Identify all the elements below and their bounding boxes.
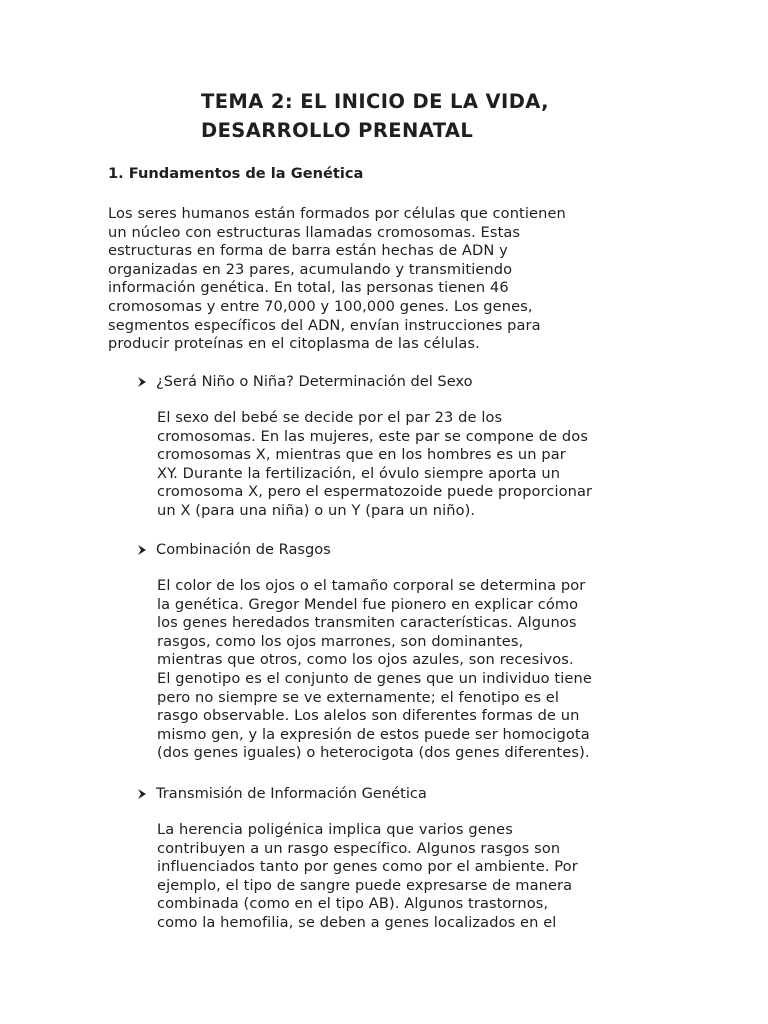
title-line-1: TEMA 2: EL INICIO DE LA VIDA,: [201, 90, 549, 113]
arrow-bullet-icon: [135, 375, 149, 389]
bullet-heading: Transmisión de Información Genética: [156, 785, 427, 802]
bullet-item-trait-combination: [135, 540, 331, 560]
bullet-paragraph: El sexo del bebé se decide por el par 23 de los cromosomas. En las mujeres, este par se compone de dos cromosomas X, mientras que en los hombres es un par XY. Durante la fertilización, el óvulo siempre aporta un cromosoma X, pero el espermatozoide puede proporcionar un X (para una niña) o un Y (para un niño).: [157, 409, 593, 519]
bullet-paragraph: El color de los ojos o el tamaño corporal se determina por la genética. Gregor Mendel fue pionero en explicar cómo los genes heredados transmiten características. Algunos rasgos, como los ojos marrones, son dominantes, mientras que otros, como los ojos azules, son recesivos. El genotipo es el conjunto de genes que un individuo tiene pero no siempre se ve externamente; el fenotipo es el rasgo observable. Los alelos son diferentes formas de un mismo gen, y la expresión de estos puede ser homocigota (dos genes iguales) o heterocigota (dos genes diferentes).: [157, 577, 592, 762]
bullet-heading: Combinación de Rasgos: [156, 541, 331, 558]
arrow-bullet-icon: [135, 543, 149, 557]
arrow-bullet-icon: [135, 787, 149, 801]
bullet-paragraph: La herencia poligénica implica que varios genes contribuyen a un rasgo específico. Algunos rasgos son influenciados tanto por genes como por el ambiente. Por ejemplo, el tipo de sangre puede expresarse de manera combinada (como en el tipo AB). Algunos trastornos, como la hemofilia, se deben a genes localizados en el: [157, 821, 578, 931]
title-line-2: DESARROLLO PRENATAL: [201, 119, 474, 142]
bullet-heading: ¿Será Niño o Niña? Determinación del Sexo: [156, 373, 473, 390]
document-title: [201, 87, 721, 145]
bullet-item-sex-determination: [135, 372, 473, 392]
section-heading: 1. Fundamentos de la Genética: [108, 165, 364, 182]
intro-paragraph: Los seres humanos están formados por células que contienen un núcleo con estructuras llamadas cromosomas. Estas estructuras en forma de barra están hechas de ADN y organizadas en 23 pares, acumulando y transmitiendo información genética. En total, las personas tienen 46 cromosomas y entre 70,000 y 100,000 genes. Los genes, segmentos específicos del ADN, envían instrucciones para producir proteínas en el citoplasma de las células.: [108, 205, 566, 353]
bullet-item-genetic-transmission: [135, 784, 427, 804]
